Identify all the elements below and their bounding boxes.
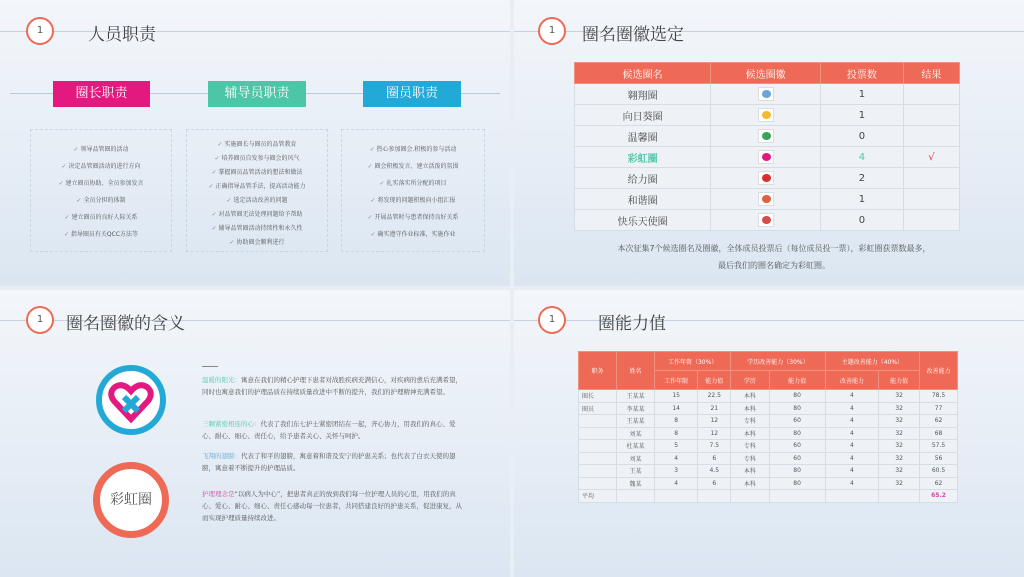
- table-cell: 4: [825, 390, 879, 403]
- table-cell: 4.5: [698, 465, 731, 478]
- meaning-sunshine: [202, 374, 464, 398]
- table-cell: 57.5: [920, 440, 958, 453]
- vote-row: [575, 126, 960, 147]
- candidate-name: 彩虹圈: [575, 147, 711, 168]
- vote-table: [574, 62, 960, 231]
- panel-name-logo-selection: [514, 0, 1024, 286]
- duty-item: ✓ 建立圈员协助、全员参加发言: [35, 178, 167, 187]
- duty-item: ✓ 建立圈员的良好人际关系: [35, 212, 167, 221]
- circle-name-badge: 彩虹圈: [93, 462, 169, 538]
- avg-empty: [879, 490, 920, 503]
- table-cell: 4: [655, 477, 698, 490]
- meaning-key: 护理理念是: [202, 490, 235, 498]
- candidate-logo: [711, 84, 821, 105]
- sub-col: 能力值: [879, 371, 920, 390]
- table-row: [579, 390, 958, 403]
- col-group-theme: 主题改善能力（40%）: [825, 352, 919, 371]
- duty-item: ✓ 辅导品管圈活动持续性和永久性: [191, 223, 323, 232]
- vote-row: [575, 210, 960, 231]
- selection-summary: [574, 240, 974, 274]
- table-cell: 6: [698, 452, 731, 465]
- table-cell: 21: [698, 402, 731, 415]
- table-cell: 8: [655, 415, 698, 428]
- table-row: [579, 427, 958, 440]
- logo-thumbnail-icon: [758, 150, 774, 164]
- table-cell: 78.5: [920, 390, 958, 403]
- table-cell: 62: [920, 415, 958, 428]
- panel-staff-duties: [0, 0, 510, 286]
- avg-empty: [617, 490, 655, 503]
- panel-circle-capability: [514, 290, 1024, 577]
- table-cell: [579, 465, 617, 478]
- table-cell: 刘某: [617, 452, 655, 465]
- table-cell: 4: [825, 415, 879, 428]
- heart-logo-icon: [102, 371, 160, 429]
- logo-thumbnail-icon: [758, 171, 774, 185]
- table-cell: 本科: [731, 465, 769, 478]
- candidate-name: 向日葵圈: [575, 105, 711, 126]
- table-cell: 本科: [731, 477, 769, 490]
- duty-item: ✓ 扎实落实所分配的项目: [346, 178, 480, 187]
- duty-item: ✓ 正确指导品管手法，提高活动能力: [191, 181, 323, 190]
- col-votes: 投票数: [820, 63, 903, 84]
- meaning-text: “以病人为中心”，把患者真正的放到我们每一位护理人员的心里，用我们的真心、爱心、耐心、细心、责任心感动每一位患者，共同搭建良好的护患关系，促进康复，从而实现护理质量持续改进。: [202, 490, 462, 522]
- table-cell: 60.5: [920, 465, 958, 478]
- table-cell: 本科: [731, 390, 769, 403]
- table-cell: 4: [825, 465, 879, 478]
- table-cell: 魏某: [617, 477, 655, 490]
- logo-thumbnail-icon: [758, 129, 774, 143]
- table-cell: 5: [655, 440, 698, 453]
- table-cell: 60: [769, 440, 825, 453]
- table-cell: 60: [769, 415, 825, 428]
- table-cell: 杜某某: [617, 440, 655, 453]
- section-number: 1: [538, 17, 566, 45]
- table-cell: 3: [655, 465, 698, 478]
- table-cell: 32: [879, 465, 920, 478]
- table-cell: 12: [698, 415, 731, 428]
- table-cell: 80: [769, 427, 825, 440]
- table-cell: 本科: [731, 427, 769, 440]
- meaning-text: 代表了我们东七护士紧密团结在一起，齐心协力，用我们的真心、爱心、耐心、细心、责任心，给予患者关心、关怀与呵护。: [202, 420, 456, 440]
- logo-thumbnail-icon: [758, 87, 774, 101]
- meaning-philosophy: [202, 488, 464, 524]
- table-cell: 4: [825, 427, 879, 440]
- table-cell: 专科: [731, 415, 769, 428]
- logo-thumbnail-icon: [758, 192, 774, 206]
- role-member: 圈员职责: [363, 81, 461, 107]
- table-cell: 7.5: [698, 440, 731, 453]
- vote-row: [575, 105, 960, 126]
- table-cell: [579, 452, 617, 465]
- table-cell: 56: [920, 452, 958, 465]
- table-row: [579, 415, 958, 428]
- col-improvement: 改善能力: [920, 352, 958, 390]
- table-cell: 32: [879, 402, 920, 415]
- meaning-key: 三颗紧密相连的心：: [202, 420, 261, 428]
- vote-count: 0: [820, 126, 903, 147]
- summary-line: 本次征集7个候选圈名及圈徽，全体成员投票后（每位成员投一票），彩虹圈获票数最多，: [617, 244, 931, 253]
- sub-col: 改善能力: [825, 371, 879, 390]
- meaning-text: 寓意在我们的精心护理下患者对战胜疾病充满信心，对疾病的愈后充满希望，同时也寓意我们的护理品质在持续质量改进中不断的提升，我们的护理精神充满希望。: [202, 376, 462, 396]
- candidate-logo: [711, 105, 821, 126]
- table-cell: 80: [769, 390, 825, 403]
- vote-result: √: [903, 147, 959, 168]
- duty-card-leader: [30, 129, 172, 252]
- avg-empty: [825, 490, 879, 503]
- table-cell: 32: [879, 415, 920, 428]
- logo-thumbnail-icon: [758, 213, 774, 227]
- page-title: 圈能力值: [598, 314, 666, 334]
- table-cell: 4: [825, 402, 879, 415]
- table-cell: 专科: [731, 440, 769, 453]
- avg-label: 平均: [579, 490, 617, 503]
- duty-item: ✓ 培养圈员自发参与圈会的风气: [191, 153, 323, 162]
- col-candidate-logo: 候选圈徽: [711, 63, 821, 84]
- candidate-name: 快乐天使圈: [575, 210, 711, 231]
- vote-result: [903, 126, 959, 147]
- meaning-wings: [202, 450, 464, 474]
- table-cell: 32: [879, 477, 920, 490]
- vote-result: [903, 189, 959, 210]
- duty-card-member: [341, 129, 485, 252]
- panel-logo-meaning: [0, 290, 510, 577]
- table-cell: 32: [879, 390, 920, 403]
- vote-row: [575, 168, 960, 189]
- vote-count: 1: [820, 84, 903, 105]
- duty-item: ✓ 开展品管时与患者保持良好关系: [346, 212, 480, 221]
- table-cell: 王某某: [617, 415, 655, 428]
- candidate-name: 翱翔圈: [575, 84, 711, 105]
- table-cell: 22.5: [698, 390, 731, 403]
- table-cell: 4: [825, 440, 879, 453]
- col-candidate-name: 候选圈名: [575, 63, 711, 84]
- table-cell: 80: [769, 402, 825, 415]
- table-cell: 刘某: [617, 427, 655, 440]
- sub-col: 学历: [731, 371, 769, 390]
- table-cell: 4: [655, 452, 698, 465]
- duty-item: ✓ 指导圈员有关QCC方法等: [35, 229, 167, 238]
- table-cell: 32: [879, 452, 920, 465]
- avg-value: 65.2: [920, 490, 958, 503]
- summary-line: 最后我们的圈名确定为彩虹圈。: [718, 261, 830, 270]
- table-cell: 8: [655, 427, 698, 440]
- meaning-hearts: [202, 418, 464, 442]
- table-cell: 68: [920, 427, 958, 440]
- table-cell: 60: [769, 452, 825, 465]
- duty-item: ✓ 确实遵守作业标准，实施作业: [346, 229, 480, 238]
- meaning-text: 代表了和平的翅膀，寓意着和谐及安宁的护患关系；也代表了白衣天使的翅膀，寓意着不断提升的护理品质。: [202, 452, 456, 472]
- vote-result: [903, 105, 959, 126]
- table-cell: [579, 415, 617, 428]
- duty-item: ✓ 协助圈会顺利进行: [191, 237, 323, 246]
- vote-count: 2: [820, 168, 903, 189]
- candidate-logo: [711, 168, 821, 189]
- duty-item: ✓ 对品管圈无法处理问题给予帮助: [191, 209, 323, 218]
- col-group-education: 学历改善能力（30%）: [731, 352, 825, 371]
- meaning-key: 飞翔的翅膀：: [202, 452, 241, 460]
- duty-card-advisor: [186, 129, 328, 252]
- table-row: [579, 402, 958, 415]
- page-title: 圈名圈徽选定: [582, 25, 684, 45]
- duty-item: ✓ 实施圈长与圈员的品管教育: [191, 139, 323, 148]
- table-cell: 77: [920, 402, 958, 415]
- table-cell: 本科: [731, 402, 769, 415]
- table-cell: 圈员: [579, 402, 617, 415]
- candidate-logo: [711, 126, 821, 147]
- table-row: [579, 465, 958, 478]
- table-cell: 15: [655, 390, 698, 403]
- duty-item: ✓ 掌握圈员品管活动的想法和做法: [191, 167, 323, 176]
- table-cell: 12: [698, 427, 731, 440]
- col-name: 姓名: [617, 352, 655, 390]
- duty-item: ✓ 圈会积极发言、建立活泼的氛围: [346, 161, 480, 170]
- vote-count: 0: [820, 210, 903, 231]
- table-row: [579, 440, 958, 453]
- page-title: 圈名圈徽的含义: [66, 314, 185, 334]
- role-leader: 圈长职责: [53, 81, 150, 107]
- table-cell: 4: [825, 452, 879, 465]
- table-cell: [579, 427, 617, 440]
- table-cell: 80: [769, 477, 825, 490]
- table-cell: 王某: [617, 465, 655, 478]
- sub-col: 工作年限: [655, 371, 698, 390]
- table-cell: 王某某: [617, 390, 655, 403]
- table-cell: 80: [769, 465, 825, 478]
- section-number: 1: [538, 306, 566, 334]
- duty-item: ✓ 决定品管圈活动的进行方向: [35, 161, 167, 170]
- title-divider: [514, 320, 1024, 321]
- vote-result: [903, 168, 959, 189]
- vote-result: [903, 84, 959, 105]
- page-title: 人员职责: [88, 25, 156, 45]
- vote-result: [903, 210, 959, 231]
- table-cell: 专科: [731, 452, 769, 465]
- rainbow-logo: [96, 365, 166, 435]
- candidate-name: 和谐圈: [575, 189, 711, 210]
- col-result: 结果: [903, 63, 959, 84]
- candidate-name: 温馨圈: [575, 126, 711, 147]
- avg-empty: [655, 490, 698, 503]
- col-group-seniority: 工作年资（30%）: [655, 352, 731, 371]
- candidate-logo: [711, 189, 821, 210]
- table-cell: 62: [920, 477, 958, 490]
- table-row: [579, 452, 958, 465]
- logo-thumbnail-icon: [758, 108, 774, 122]
- vote-count: 1: [820, 105, 903, 126]
- vote-count: 1: [820, 189, 903, 210]
- table-cell: 14: [655, 402, 698, 415]
- duty-item: ✓ 选定活动改善的问题: [191, 195, 323, 204]
- section-number: 1: [26, 17, 54, 45]
- table-cell: 李某某: [617, 402, 655, 415]
- text-accent-line: [202, 366, 218, 367]
- duty-item: ✓ 全员分担的体制: [35, 195, 167, 204]
- vote-row: [575, 147, 960, 168]
- section-number: 1: [26, 306, 54, 334]
- duty-item: ✓ 领导品管圈的活动: [35, 144, 167, 153]
- meaning-key: 温暖的阳光：: [202, 376, 241, 384]
- table-cell: [579, 440, 617, 453]
- sub-col: 能力值: [698, 371, 731, 390]
- duty-item: ✓ 将发现的问题积极向小组汇报: [346, 195, 480, 204]
- table-cell: 32: [879, 427, 920, 440]
- candidate-logo: [711, 210, 821, 231]
- avg-empty: [731, 490, 769, 503]
- col-position: 职务: [579, 352, 617, 390]
- vote-count: 4: [820, 147, 903, 168]
- vote-row: [575, 84, 960, 105]
- candidate-logo: [711, 147, 821, 168]
- role-advisor: 辅导员职责: [208, 81, 306, 107]
- title-divider: [0, 31, 510, 32]
- candidate-name: 给力圈: [575, 168, 711, 189]
- table-cell: 4: [825, 477, 879, 490]
- table-cell: 32: [879, 440, 920, 453]
- table-cell: [579, 477, 617, 490]
- duty-item: ✓ 热心参加圈会.积极的参与活动: [346, 144, 480, 153]
- avg-empty: [769, 490, 825, 503]
- vote-row: [575, 189, 960, 210]
- capability-table: [578, 351, 958, 503]
- avg-empty: [698, 490, 731, 503]
- table-cell: 6: [698, 477, 731, 490]
- sub-col: 能力值: [769, 371, 825, 390]
- table-cell: 圈长: [579, 390, 617, 403]
- table-row: [579, 477, 958, 490]
